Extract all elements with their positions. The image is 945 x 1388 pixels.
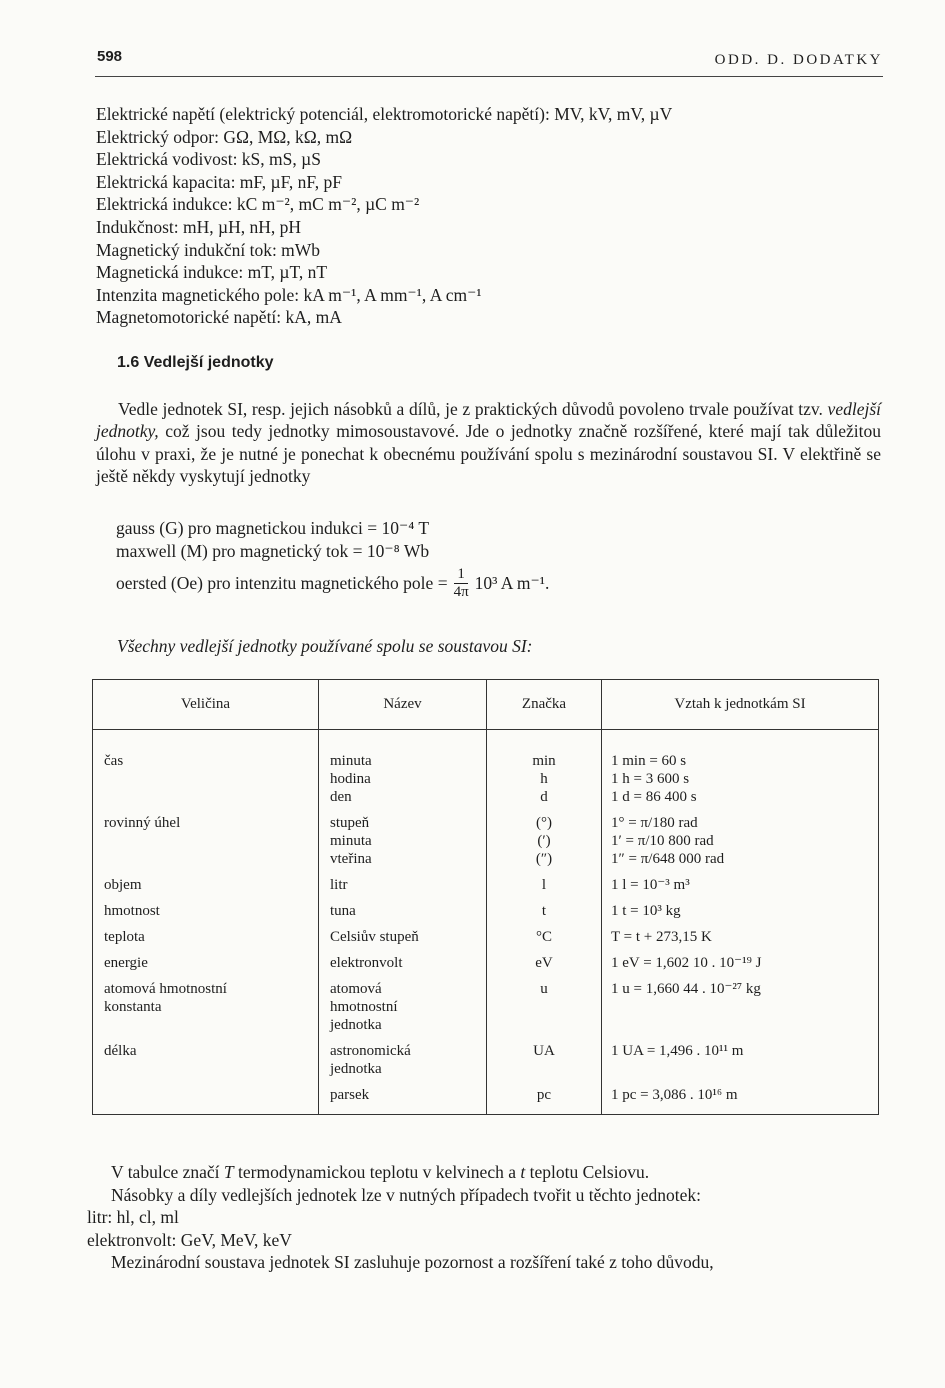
quantity-cell — [93, 972, 319, 1034]
cell-line: minuta — [330, 753, 372, 769]
cell-line: 1 d = 86 400 s — [611, 789, 697, 805]
text: V tabulce značí — [111, 1162, 224, 1182]
cell-line: jednotka — [330, 1017, 382, 1033]
unit-name-cell — [319, 894, 487, 920]
cell-line: jednotka — [330, 1061, 382, 1077]
cell-line: (′) — [537, 833, 551, 849]
table-row — [93, 730, 879, 807]
fraction-numerator: 1 — [454, 566, 468, 584]
footer-line: Mezinárodní soustava jednotek SI zasluhuje pozornost a rozšíření také z toho důvodu, — [111, 1252, 714, 1273]
unit-name-cell — [319, 806, 487, 868]
cell-line: l — [541, 877, 547, 893]
cell-line: °C — [535, 929, 552, 945]
relation-cell — [602, 894, 879, 920]
var-T: T — [223, 1162, 234, 1182]
cell-line: t — [541, 903, 547, 919]
quantity-cell — [93, 1078, 319, 1115]
unit-line: Elektrická indukce: kC m⁻², mC m⁻², µC m⁻² — [96, 194, 420, 215]
running-head: ODD. D. DODATKY — [714, 52, 883, 68]
relation-cell — [602, 730, 879, 807]
table-caption: Všechny vedlejší jednotky používané spolu se soustavou SI: — [117, 636, 533, 656]
symbol-cell — [487, 894, 602, 920]
text: teplotu Celsiovu. — [525, 1162, 650, 1182]
var-t: t — [520, 1162, 526, 1182]
fraction — [454, 566, 469, 601]
cell-line: stupeň — [330, 815, 370, 831]
unit-line: Elektrická kapacita: mF, µF, nF, pF — [96, 171, 342, 192]
cell-line: (°) — [536, 815, 552, 831]
unit-name-cell — [319, 868, 487, 894]
fraction-denominator: 4π — [453, 584, 469, 600]
unit-line: Magnetická indukce: mT, µT, nT — [96, 262, 328, 283]
symbol-cell — [487, 806, 602, 868]
cell-line: astronomická — [330, 1043, 411, 1059]
symbol-cell — [487, 1034, 602, 1078]
cell-line: objem — [104, 877, 142, 893]
relation-cell — [602, 1078, 879, 1115]
cell-line: tuna — [330, 903, 356, 919]
page-number: 598 — [97, 48, 123, 65]
cell-line: 1′ = π/10 800 rad — [611, 833, 714, 849]
cell-line: atomová hmotnostní — [104, 981, 227, 997]
para-text: což jsou tedy jednotky mimosoustavové. Jde o jednotky značně rozšířené, které mají tak důležitou úlohu v praxi, že je nutné je ponechat k obecnému používání spolu s mezinárodní soustavou SI. V elektřině se ještě někdy vyskytují jednotky — [96, 421, 881, 487]
unit-name-cell — [319, 730, 487, 807]
cell-line: hodina — [330, 771, 371, 787]
table-row — [93, 868, 879, 894]
cell-line: 1 t = 10³ kg — [611, 903, 681, 919]
relation-cell — [602, 920, 879, 946]
unit-list — [96, 103, 672, 329]
table-row — [93, 1078, 879, 1115]
cell-line: teplota — [104, 929, 145, 945]
quantity-cell — [93, 730, 319, 807]
table-row — [93, 946, 879, 972]
equation-gauss: gauss (G) pro magnetickou indukci = 10⁻⁴ T — [116, 518, 430, 538]
relation-cell — [602, 1034, 879, 1078]
unit-line: Indukčnost: mH, µH, nH, pH — [96, 216, 302, 237]
cell-line: 1 u = 1,660 44 . 10⁻²⁷ kg — [611, 981, 761, 997]
cell-line: d — [540, 789, 548, 805]
cell-line: den — [330, 789, 352, 805]
quantity-cell — [93, 868, 319, 894]
cell-line: 1 min = 60 s — [611, 753, 687, 769]
relation-cell — [602, 806, 879, 868]
header-cell: Vztah k jednotkám SI — [602, 680, 879, 730]
cell-line: (″) — [535, 851, 553, 867]
cell-line: 1° = π/180 rad — [611, 815, 698, 831]
cell-line: hmotnostní — [330, 999, 398, 1015]
cell-line: T = t + 273,15 K — [611, 929, 712, 945]
section-paragraph — [96, 398, 881, 488]
oersted-left: oersted (Oe) pro intenzitu magnetického pole = — [116, 573, 448, 593]
cell-line: energie — [104, 955, 148, 971]
unit-name-cell — [319, 1078, 487, 1115]
quantity-cell — [93, 1034, 319, 1078]
equation-list — [116, 517, 429, 563]
header-rule — [95, 76, 883, 77]
header-cell: Značka — [487, 680, 602, 730]
units-table — [92, 679, 879, 1115]
header-cell: Veličina — [93, 680, 319, 730]
cell-line: Celsiův stupeň — [330, 929, 419, 945]
cell-line: hmotnost — [104, 903, 160, 919]
unit-line: Elektrická vodivost: kS, mS, µS — [96, 149, 321, 170]
footer-line: litr: hl, cl, ml — [87, 1207, 179, 1228]
quantity-cell — [93, 806, 319, 868]
cell-line: 1 h = 3 600 s — [611, 771, 690, 787]
unit-line: Intenzita magnetického pole: kA m⁻¹, A mm⁻¹, A cm⁻¹ — [96, 284, 482, 305]
cell-line: čas — [104, 753, 124, 769]
table-body — [93, 730, 879, 1115]
symbol-cell — [487, 730, 602, 807]
unit-name-cell — [319, 972, 487, 1034]
para-italic-term: vedlejší jednotky, — [96, 399, 881, 442]
unit-line: Elektrické napětí (elektrický potenciál, elektromotorické napětí): MV, kV, mV, µV — [96, 104, 673, 124]
cell-line: 1 UA = 1,496 . 10¹¹ m — [611, 1043, 744, 1059]
closing-text — [87, 1161, 877, 1274]
cell-line: eV — [535, 955, 553, 971]
unit-line: Elektrický odpor: GΩ, MΩ, kΩ, mΩ — [96, 126, 353, 147]
cell-line: litr — [330, 877, 348, 893]
unit-line: Magnetomotorické napětí: kA, mA — [96, 307, 342, 328]
symbol-cell — [487, 920, 602, 946]
para-text: Vedle jednotek SI, resp. jejich násobků a dílů, je z praktických důvodů povoleno trvale používat tzv. — [118, 399, 828, 419]
cell-line: h — [540, 771, 548, 787]
relation-cell — [602, 972, 879, 1034]
quantity-cell — [93, 946, 319, 972]
cell-line: pc — [536, 1087, 552, 1103]
unit-name-cell — [319, 946, 487, 972]
cell-line: 1″ = π/648 000 rad — [611, 851, 725, 867]
oersted-right: 10³ A m⁻¹. — [474, 573, 550, 593]
unit-line: Magnetický indukční tok: mWb — [96, 239, 321, 260]
cell-line: UA — [533, 1043, 555, 1059]
quantity-cell — [93, 920, 319, 946]
header-cell: Název — [319, 680, 487, 730]
table-header-row — [93, 680, 879, 730]
symbol-cell — [487, 1078, 602, 1115]
table-row — [93, 920, 879, 946]
footer-line: Násobky a díly vedlejších jednotek lze v nutných případech tvořit u těchto jednotek: — [111, 1184, 701, 1205]
table-row — [93, 894, 879, 920]
cell-line: parsek — [330, 1087, 370, 1103]
cell-line: elektronvolt — [330, 955, 403, 971]
cell-line: konstanta — [104, 999, 162, 1015]
cell-line: 1 eV = 1,602 10 . 10⁻¹⁹ J — [611, 955, 762, 971]
cell-line: 1 pc = 3,086 . 10¹⁶ m — [611, 1087, 738, 1103]
table-row — [93, 972, 879, 1034]
relation-cell — [602, 868, 879, 894]
cell-line: rovinný úhel — [104, 815, 181, 831]
text: termodynamickou teplotu v kelvinech a — [233, 1162, 521, 1182]
cell-line: atomová — [330, 981, 382, 997]
table-row — [93, 1034, 879, 1078]
equation-oersted — [116, 566, 549, 601]
cell-line: 1 l = 10⁻³ m³ — [611, 877, 690, 893]
cell-line: vteřina — [330, 851, 372, 867]
symbol-cell — [487, 946, 602, 972]
footer-line — [87, 1161, 877, 1184]
symbol-cell — [487, 868, 602, 894]
section-heading: 1.6 Vedlejší jednotky — [117, 354, 274, 371]
quantity-cell — [93, 894, 319, 920]
cell-line: min — [532, 753, 556, 769]
symbol-cell — [487, 972, 602, 1034]
unit-name-cell — [319, 920, 487, 946]
unit-name-cell — [319, 1034, 487, 1078]
table-row — [93, 806, 879, 868]
cell-line: u — [540, 981, 548, 997]
relation-cell — [602, 946, 879, 972]
cell-line: minuta — [330, 833, 372, 849]
footer-line: elektronvolt: GeV, MeV, keV — [87, 1229, 292, 1250]
cell-line: délka — [104, 1043, 137, 1059]
equation-maxwell: maxwell (M) pro magnetický tok = 10⁻⁸ Wb — [116, 541, 430, 561]
